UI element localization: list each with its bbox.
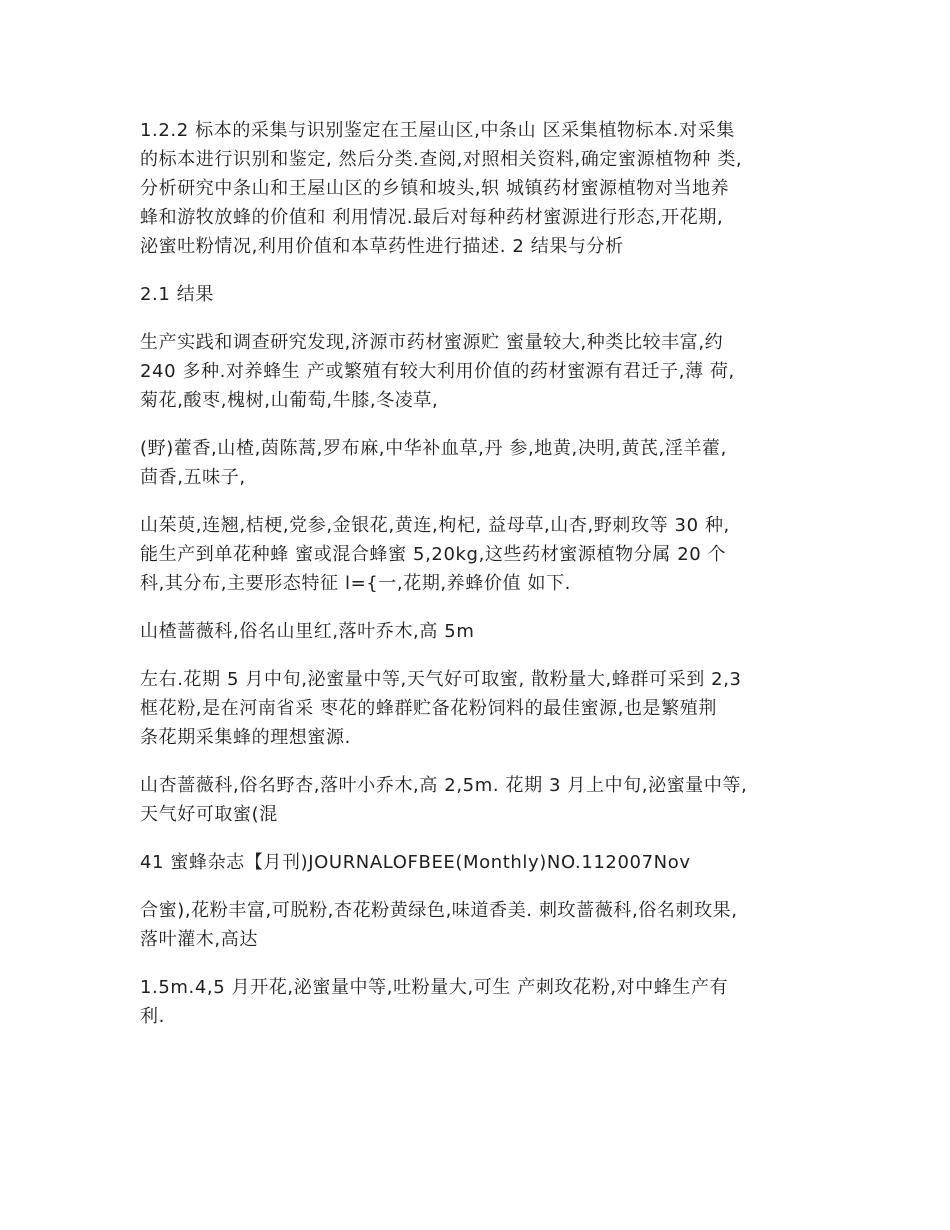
text-line: 落叶灌木,高达 xyxy=(140,929,258,950)
text-line: 山楂蔷薇科,俗名山里红,落叶乔木,高 5m xyxy=(140,621,475,642)
text-line: (野)藿香,山楂,茵陈蒿,罗布麻,中华补血草,丹 参,地黄,决明,黄芪,淫羊藿, xyxy=(140,438,727,459)
text-line: 1.5m.4,5 月开花,泌蜜量中等,吐粉量大,可生 产刺玫花粉,对中蜂生产有 xyxy=(140,977,729,998)
text-line: 2.1 结果 xyxy=(140,284,214,305)
paragraph-methods xyxy=(140,116,820,261)
paragraph-results-intro xyxy=(140,328,820,415)
text-line: 茴香,五味子, xyxy=(140,467,246,488)
text-line: 生产实践和调查研究发现,济源市药材蜜源贮 蜜量较大,种类比较丰富,约 xyxy=(140,332,724,353)
text-line: 41 蜜蜂杂志【月刊)JOURNALOFBEE(Monthly)NO.112007Nov xyxy=(140,852,691,873)
text-line: 天气好可取蜜(混 xyxy=(140,804,278,825)
text-line: 科,其分布,主要形态特征 l={一,花期,养蜂价值 如下. xyxy=(140,573,571,594)
text-line: 山杏蔷薇科,俗名野杏,落叶小乔木,高 2,5m. 花期 3 月上中旬,泌蜜量中等, xyxy=(140,775,748,796)
text-line: 240 多种.对养蜂生 产或繁殖有较大利用价值的药材蜜源有君迁子,薄 荷, xyxy=(140,361,735,382)
document-page xyxy=(140,116,820,1050)
paragraph-rose-details xyxy=(140,973,820,1031)
text-line: 合蜜),花粉丰富,可脱粉,杏花粉黄绿色,味道香美. 刺玫蔷薇科,俗名刺玫果, xyxy=(140,900,738,921)
text-line: 左右.花期 5 月中旬,泌蜜量中等,天气好可取蜜, 散粉量大,蜂群可采到 2,3 xyxy=(140,669,742,690)
text-line: 菊花,酸枣,槐树,山葡萄,牛膝,冬凌草, xyxy=(140,390,439,411)
paragraph-plant-list xyxy=(140,434,820,492)
paragraph-hawthorn-details xyxy=(140,665,820,752)
text-line: 的标本进行识别和鉴定, 然后分类.查阅,对照相关资料,确定蜜源植物种 类, xyxy=(140,149,743,170)
text-line: 山茱萸,连翘,桔梗,党参,金银花,黄连,枸杞, 益母草,山杏,野刺玫等 30 种, xyxy=(140,515,730,536)
text-line: 分析研究中条山和王屋山区的乡镇和坡头,轵 城镇药材蜜源植物对当地养 xyxy=(140,178,730,199)
journal-footer-line xyxy=(140,848,820,877)
text-line: 框花粉,是在河南省采 枣花的蜂群贮备花粉饲料的最佳蜜源,也是繁殖荆 xyxy=(140,698,717,719)
text-line: 泌蜜吐粉情况,利用价值和本草药性进行描述. 2 结果与分析 xyxy=(140,236,624,257)
paragraph-hawthorn xyxy=(140,617,820,646)
text-line: 能生产到单花种蜂 蜜或混合蜂蜜 5,20kg,这些药材蜜源植物分属 20 个 xyxy=(140,544,727,565)
paragraph-apricot xyxy=(140,771,820,829)
section-heading xyxy=(140,280,820,309)
text-line: 条花期采集蜂的理想蜜源. xyxy=(140,727,351,748)
text-line: 蜂和游牧放蜂的价值和 利用情况.最后对每种药材蜜源进行形态,开花期, xyxy=(140,207,724,228)
paragraph-plant-list-continued xyxy=(140,511,820,598)
paragraph-rose xyxy=(140,896,820,954)
text-line: 利. xyxy=(140,1006,165,1027)
text-line: 1.2.2 标本的采集与识别鉴定在王屋山区,中条山 区采集植物标本.对采集 xyxy=(140,120,735,141)
